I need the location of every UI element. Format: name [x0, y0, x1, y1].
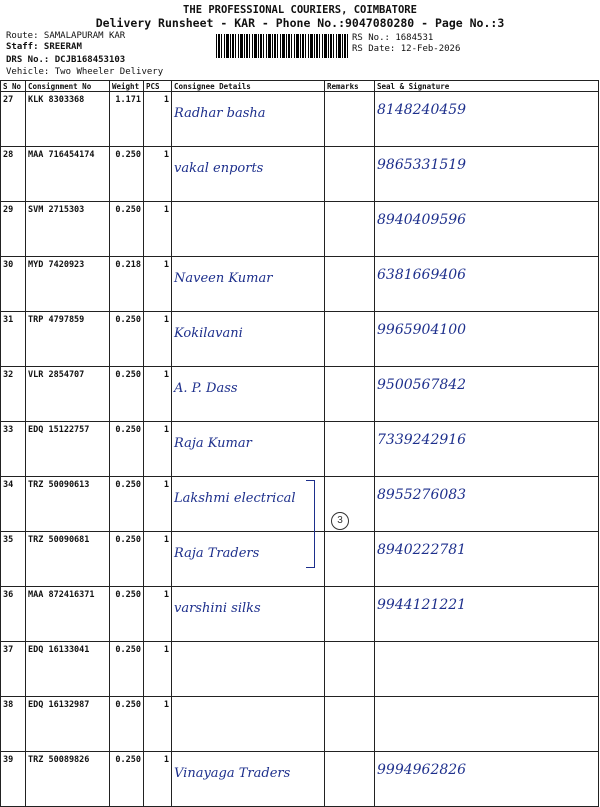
cell-sig: 9965904100: [375, 312, 599, 367]
cell-p: 1: [144, 367, 172, 422]
table-row: [1, 477, 599, 532]
cell-p: 1: [144, 752, 172, 807]
table-row: [1, 642, 599, 697]
vehicle-label: Vehicle: Two Wheeler Delivery: [6, 67, 164, 77]
cell-cn: TRZ 50090681: [26, 532, 110, 587]
cell-consignee: Raja Kumar: [172, 422, 325, 477]
col-sno: S No: [1, 81, 26, 92]
cell-remarks: [325, 532, 375, 587]
cell-cn: TRZ 50089826: [26, 752, 110, 807]
cell-sig: 9994962826: [375, 752, 599, 807]
remarks-stamp: 3: [331, 512, 349, 530]
cell-remarks: [325, 92, 375, 147]
col-pcs: PCS: [144, 81, 172, 92]
col-remarks: Remarks: [325, 81, 375, 92]
table-row: [1, 532, 599, 587]
cell-remarks: [325, 257, 375, 312]
cell-remarks: [325, 642, 375, 697]
cell-consignee: Naveen Kumar: [172, 257, 325, 312]
table-row: [1, 312, 599, 367]
cell-remarks: [325, 587, 375, 642]
cell-sno: 38: [1, 697, 26, 752]
cell-w: 0.250: [110, 367, 144, 422]
cell-consignee: Radhar basha: [172, 92, 325, 147]
cell-sig: 8940409596: [375, 202, 599, 257]
cell-consignee: Kokilavani: [172, 312, 325, 367]
cell-p: 1: [144, 147, 172, 202]
cell-w: 0.250: [110, 477, 144, 532]
col-signature: Seal & Signature: [375, 81, 599, 92]
cell-sno: 28: [1, 147, 26, 202]
cell-consignee: Vinayaga Traders: [172, 752, 325, 807]
cell-remarks: [325, 312, 375, 367]
cell-sno: 33: [1, 422, 26, 477]
cell-p: 1: [144, 642, 172, 697]
cell-w: 0.250: [110, 422, 144, 477]
grouping-bracket: [306, 480, 315, 568]
cell-sno: 30: [1, 257, 26, 312]
cell-sig: 8940222781: [375, 532, 599, 587]
cell-sno: 36: [1, 587, 26, 642]
table-row: [1, 202, 599, 257]
cell-cn: EDQ 16133041: [26, 642, 110, 697]
barcode: [216, 34, 348, 58]
cell-p: 1: [144, 477, 172, 532]
cell-sig: 9944121221: [375, 587, 599, 642]
drs-label: DRS No.: DCJB168453103: [6, 55, 126, 65]
cell-w: 0.250: [110, 642, 144, 697]
cell-cn: SVM 2715303: [26, 202, 110, 257]
cell-consignee: [172, 697, 325, 752]
table-row: [1, 147, 599, 202]
cell-w: 1.171: [110, 92, 144, 147]
table-row: [1, 422, 599, 477]
cell-sno: 31: [1, 312, 26, 367]
cell-remarks: [325, 367, 375, 422]
cell-sig: 9500567842: [375, 367, 599, 422]
cell-consignee: [172, 202, 325, 257]
cell-cn: MAA 872416371: [26, 587, 110, 642]
cell-cn: KLK 8303368: [26, 92, 110, 147]
table-row: [1, 587, 599, 642]
cell-remarks: [325, 147, 375, 202]
col-weight: Weight: [110, 81, 144, 92]
cell-cn: EDQ 16132987: [26, 697, 110, 752]
cell-remarks: [325, 202, 375, 257]
cell-w: 0.250: [110, 147, 144, 202]
cell-consignee: A. P. Dass: [172, 367, 325, 422]
route-label: Route: SAMALAPURAM KAR: [6, 31, 126, 41]
table-row: [1, 257, 599, 312]
cell-p: 1: [144, 312, 172, 367]
staff-label: Staff: SREERAM: [6, 42, 82, 52]
table-row: [1, 367, 599, 422]
cell-w: 0.250: [110, 752, 144, 807]
cell-p: 1: [144, 257, 172, 312]
col-consignee: Consignee Details: [172, 81, 325, 92]
cell-p: 1: [144, 587, 172, 642]
cell-w: 0.250: [110, 697, 144, 752]
cell-cn: VLR 2854707: [26, 367, 110, 422]
cell-sig: 6381669406: [375, 257, 599, 312]
cell-p: 1: [144, 422, 172, 477]
cell-remarks: [325, 752, 375, 807]
cell-p: 1: [144, 697, 172, 752]
cell-sig: 9865331519: [375, 147, 599, 202]
cell-p: 1: [144, 532, 172, 587]
cell-consignee: vakal enports: [172, 147, 325, 202]
cell-sno: 34: [1, 477, 26, 532]
cell-sno: 39: [1, 752, 26, 807]
cell-sig: 8955276083: [375, 477, 599, 532]
cell-sno: 32: [1, 367, 26, 422]
cell-cn: MYD 7420923: [26, 257, 110, 312]
runsheet-table: [0, 80, 599, 807]
cell-sno: 27: [1, 92, 26, 147]
cell-w: 0.250: [110, 587, 144, 642]
cell-p: 1: [144, 202, 172, 257]
cell-sno: 29: [1, 202, 26, 257]
col-consignment: Consignment No: [26, 81, 110, 92]
cell-sno: 35: [1, 532, 26, 587]
cell-w: 0.218: [110, 257, 144, 312]
cell-cn: EDQ 15122757: [26, 422, 110, 477]
company-title: THE PROFESSIONAL COURIERS, COIMBATORE: [183, 4, 417, 16]
rs-date: RS Date: 12-Feb-2026: [352, 44, 461, 54]
cell-remarks: [325, 422, 375, 477]
rs-number: RS No.: 1684531: [352, 33, 434, 43]
cell-p: 1: [144, 92, 172, 147]
table-header: [1, 81, 599, 92]
cell-sig: 7339242916: [375, 422, 599, 477]
cell-consignee: Lakshmi electrical: [172, 477, 325, 532]
cell-sig: [375, 697, 599, 752]
cell-cn: TRZ 50090613: [26, 477, 110, 532]
runsheet-subtitle: Delivery Runsheet - KAR - Phone No.:9047080280 - Page No.:3: [95, 16, 505, 30]
cell-consignee: [172, 642, 325, 697]
table-row: [1, 752, 599, 807]
cell-cn: MAA 716454174: [26, 147, 110, 202]
cell-w: 0.250: [110, 532, 144, 587]
cell-cn: TRP 4797859: [26, 312, 110, 367]
cell-w: 0.250: [110, 202, 144, 257]
cell-sig: [375, 642, 599, 697]
cell-sig: 8148240459: [375, 92, 599, 147]
cell-consignee: varshini silks: [172, 587, 325, 642]
cell-consignee: Raja Traders: [172, 532, 325, 587]
cell-w: 0.250: [110, 312, 144, 367]
cell-sno: 37: [1, 642, 26, 697]
table-row: [1, 697, 599, 752]
table-row: [1, 92, 599, 147]
cell-remarks: [325, 697, 375, 752]
